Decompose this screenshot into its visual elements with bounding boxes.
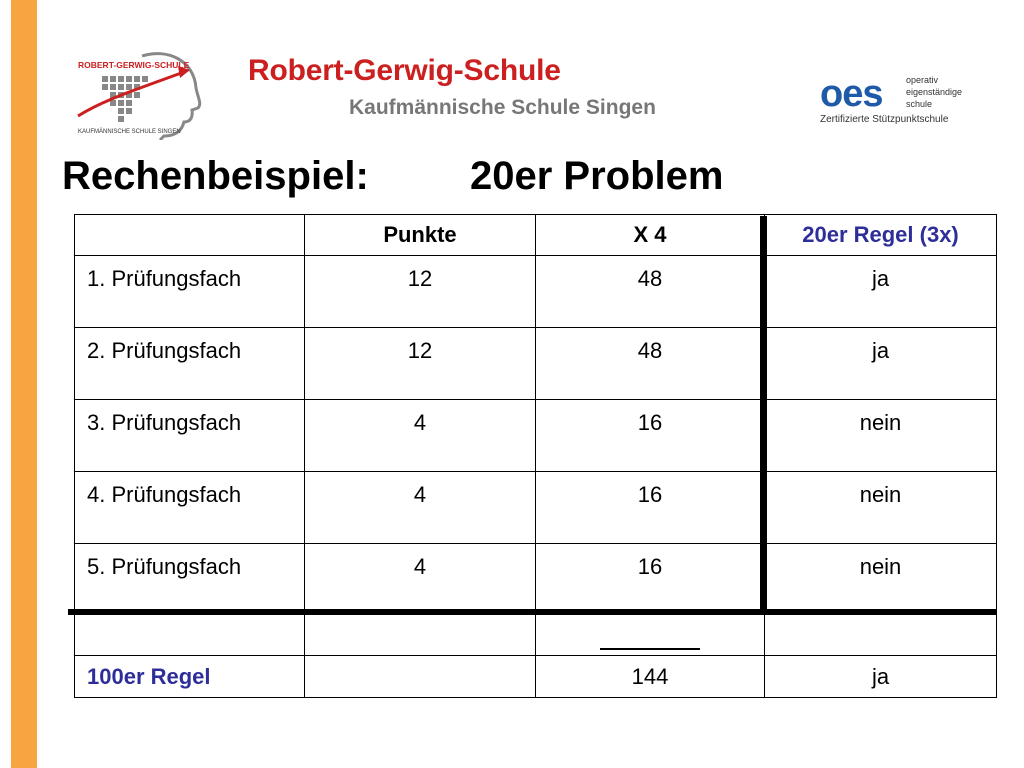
table-cell: 4. Prüfungsfach: [74, 471, 305, 544]
total-sum: 144: [535, 655, 765, 698]
oes-mark-icon: [820, 76, 904, 112]
table-cell: 5. Prüfungsfach: [74, 543, 305, 613]
school-name: Robert-Gerwig-Schule: [248, 54, 561, 87]
thick-divider-horizontal: [68, 609, 997, 615]
title-right: 20er Problem: [470, 154, 724, 198]
oes-line: eigenständige: [906, 87, 963, 97]
table-cell: 2. Prüfungsfach: [74, 327, 305, 400]
accent-bar: [11, 0, 37, 768]
blank-cell: [304, 613, 536, 656]
table-cell: nein: [764, 399, 997, 472]
logo-text-bottom: KAUFMÄNNISCHE SCHULE SINGEN: [78, 129, 181, 135]
table-cell: 16: [535, 471, 765, 544]
blank-cell: [74, 613, 305, 656]
header-cell-x4: X 4: [535, 214, 765, 256]
table-cell: nein: [764, 543, 997, 613]
table-cell: 3. Prüfungsfach: [74, 399, 305, 472]
sum-line: [600, 648, 700, 650]
logo-text-top: ROBERT-GERWIG-SCHULE: [78, 60, 190, 70]
oes-logo: [818, 72, 963, 128]
oes-line: operativ: [906, 75, 939, 85]
table-cell: 1. Prüfungsfach: [74, 255, 305, 328]
table-cell: 16: [535, 399, 765, 472]
school-subtitle: Kaufmännische Schule Singen: [349, 96, 656, 119]
oes-mark-text: oes: [820, 76, 883, 112]
calculation-table: [74, 214, 997, 698]
table-cell: 16: [535, 543, 765, 613]
total-label: 100er Regel: [74, 655, 305, 698]
blank-cell: [764, 613, 997, 656]
table-cell: 4: [304, 543, 536, 613]
oes-subtitle: Zertifizierte Stützpunktschule: [820, 114, 949, 125]
table-cell: 48: [535, 255, 765, 328]
table-cell: ja: [764, 255, 997, 328]
table-cell: nein: [764, 471, 997, 544]
total-result: ja: [764, 655, 997, 698]
slide-title: [62, 154, 724, 199]
table-cell: ja: [764, 327, 997, 400]
table-cell: 4: [304, 471, 536, 544]
thick-divider-vertical: [760, 216, 767, 612]
oes-text-lines: [906, 74, 962, 110]
title-left: Rechenbeispiel:: [62, 154, 369, 198]
header-cell-punkte: Punkte: [304, 214, 536, 256]
table-cell: 12: [304, 327, 536, 400]
table-cell: 12: [304, 255, 536, 328]
table-cell: 48: [535, 327, 765, 400]
table-cell: [304, 655, 536, 698]
table-cell: 4: [304, 399, 536, 472]
header-cell-20er-regel: 20er Regel (3x): [764, 214, 997, 256]
header-cell-empty: [74, 214, 305, 256]
school-logo: [72, 46, 204, 140]
oes-line: schule: [906, 99, 933, 109]
